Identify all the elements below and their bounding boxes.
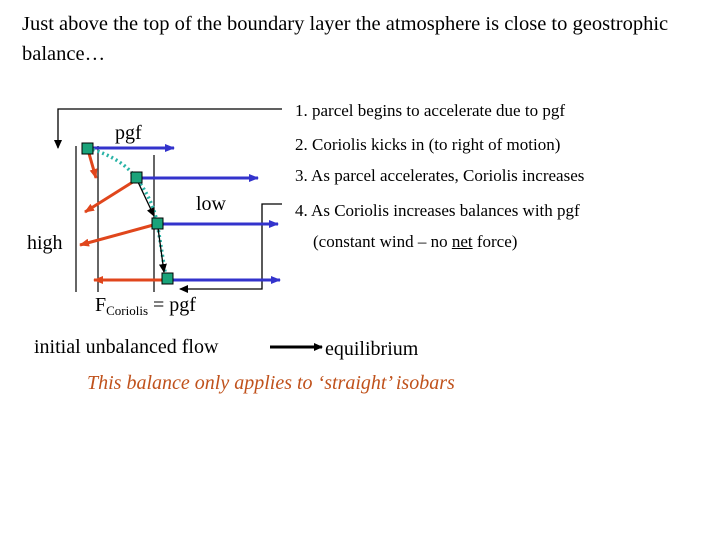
underlined-word: net — [451, 232, 473, 251]
isobar-lines — [76, 146, 154, 292]
equals-pgf: = pgf — [148, 294, 196, 316]
velocity-arrow — [138, 182, 154, 216]
step-1: 1. parcel begins to accelerate due to pgf — [295, 101, 565, 120]
step-4-note-text: (constant wind – no net force) — [313, 232, 518, 251]
initial-flow-label: initial unbalanced flow — [34, 336, 219, 358]
step-2: 2. Coriolis kicks in (to right of motion) — [295, 135, 561, 154]
coriolis-subscript: Coriolis — [106, 303, 149, 318]
parcel — [152, 218, 163, 229]
step1-bracket — [58, 109, 282, 148]
equilibrium-label: equilibrium — [325, 338, 419, 360]
step-4: 4. As Coriolis increases balances with pgf — [295, 201, 580, 220]
step-4-note — [313, 232, 517, 252]
balance-caption: This balance only applies to ‘straight’ isobars — [87, 372, 455, 394]
parcel — [162, 273, 173, 284]
coriolis-arrow — [85, 180, 136, 212]
step4-bracket — [180, 204, 282, 289]
slide-title: Just above the top of the boundary layer the atmosphere is close to geostrophic balance… — [22, 13, 669, 65]
parcel — [131, 172, 142, 183]
pgf-arrows — [88, 148, 280, 280]
parcel — [82, 143, 93, 154]
coriolis-arrow — [80, 224, 157, 245]
high-label: high — [27, 232, 63, 254]
pgf-label: pgf — [115, 122, 142, 144]
fcoriolis-pgf-label — [95, 294, 196, 319]
f-letter: F — [95, 294, 107, 316]
step-3: 3. As parcel accelerates, Coriolis increases — [295, 166, 585, 185]
low-label: low — [196, 193, 226, 215]
parcels — [82, 143, 173, 284]
